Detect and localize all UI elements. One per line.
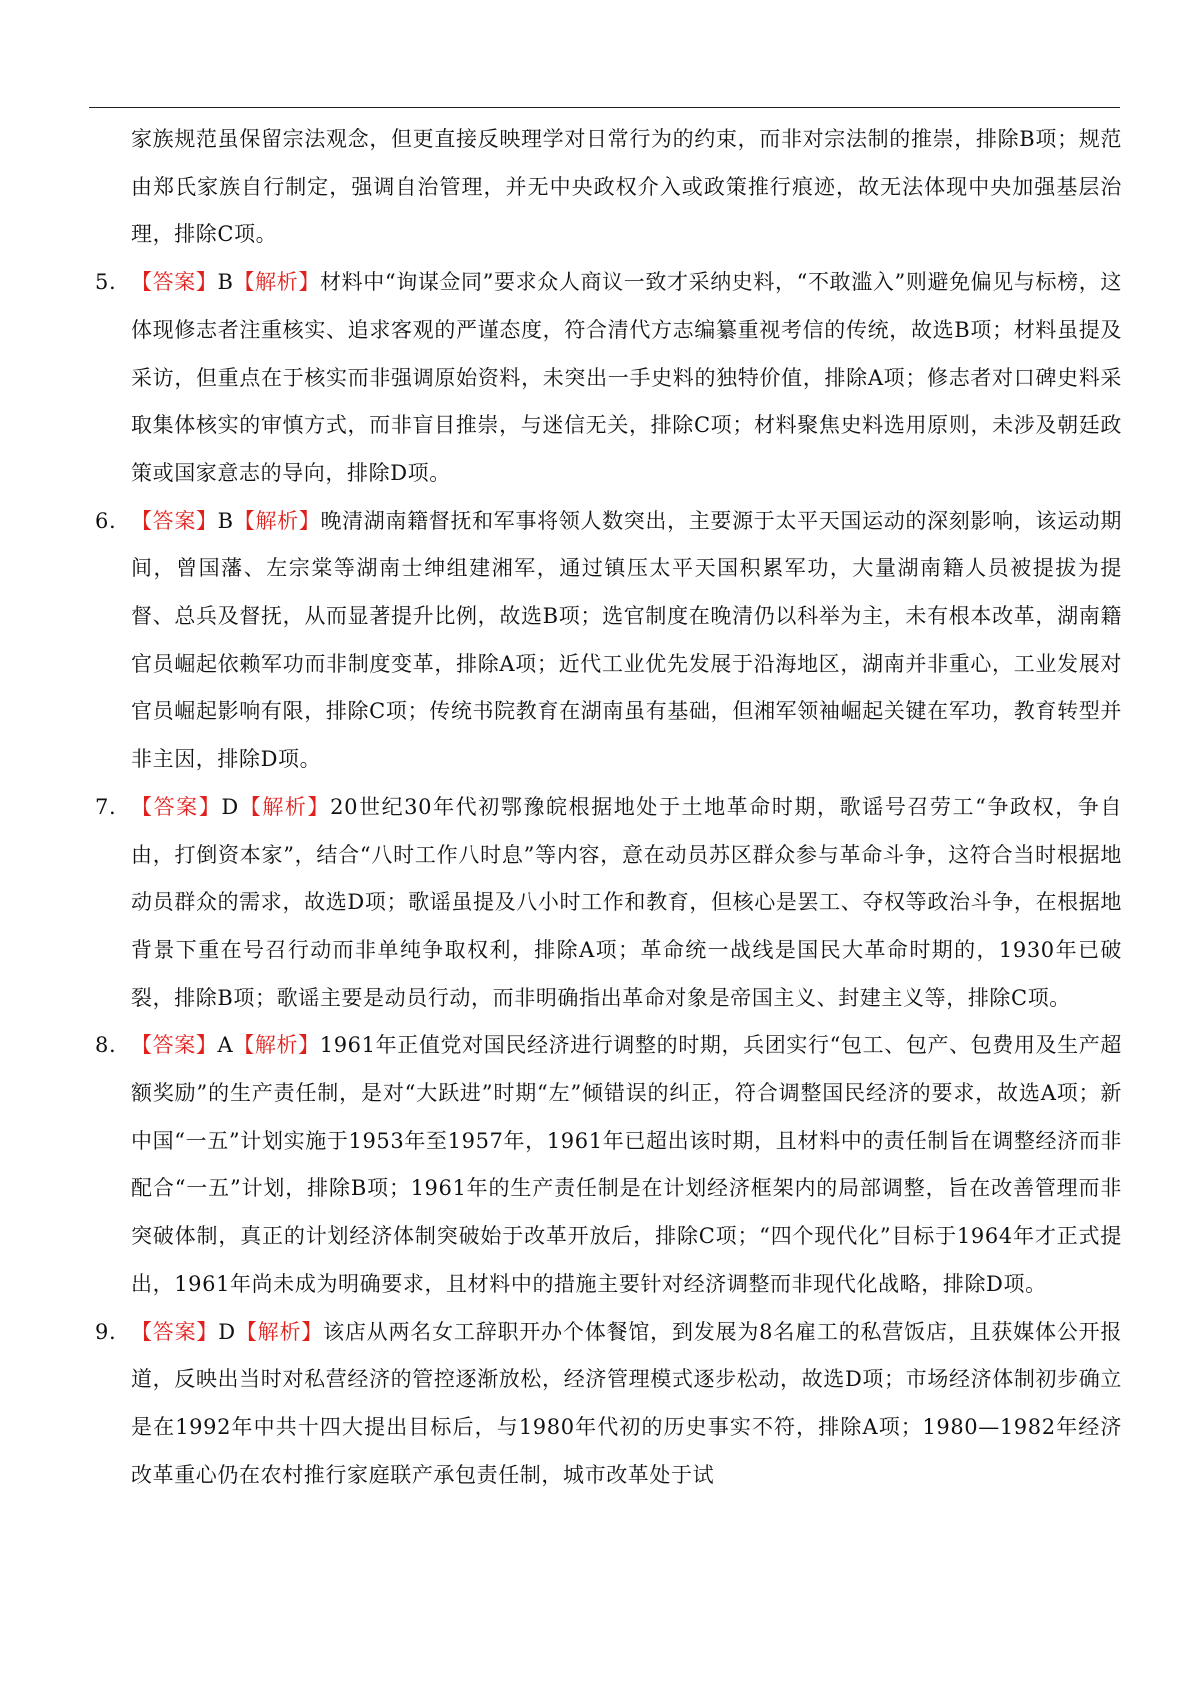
header-rule: [89, 107, 1120, 108]
analysis-text: 材料中“询谋佥同”要求众人商议一致才采纳史料，“不敢滥入”则避免偏见与标榜，这体现修志者注重核实、追求客观的严谨态度，符合清代方志编纂重视考信的传统，故选B项；材料虽提及采访，但重点在于核实而非强调原始资料，未突出一手史料的独特价值，排除A项；修志者对口碑史料采取集体核实的审慎方式，而非盲目推崇，与迷信无关，排除C项；材料聚焦史料选用原则，未涉及朝廷政策或国家意志的导向，排除D项。: [131, 270, 1122, 485]
answer-item-8: [95, 1022, 1122, 1308]
answer-choice: D: [221, 794, 239, 819]
answer-analysis-content: [95, 116, 1122, 1499]
analysis-text: 1961年正值党对国民经济进行调整的时期，兵团实行“包工、包产、包费用及生产超额奖励”的生产责任制，是对“大跃进”时期“左”倾错误的纠正，符合调整国民经济的要求，故选A项；新中国“一五”计划实施于1953年至1957年，1961年已超出该时期，且材料中的责任制旨在调整经济而非配合“一五”计划，排除B项；1961年的生产责任制是在计划经济框架内的局部调整，旨在改善管理而非突破体制，真正的计划经济体制突破始于改革开放后，排除C项；“四个现代化”目标于1964年才正式提出，1961年尚未成为明确要求，且材料中的措施主要针对经济调整而非现代化战略，排除D项。: [131, 1033, 1122, 1296]
continuation-paragraph: 家族规范虽保留宗法观念，但更直接反映理学对日常行为的约束，而非对宗法制的推崇，排除B项；规范由郑氏家族自行制定，强调自治管理，并无中央政权介入或政策推行痕迹，故无法体现中央加强基层治理，排除C项。: [131, 127, 1122, 247]
analysis-text: 20世纪30年代初鄂豫皖根据地处于土地革命时期，歌谣号召劳工“争政权，争自由，打倒资本家”，结合“八时工作八时息”等内容，意在动员苏区群众参与革命斗争，这符合当时根据地动员群众的需求，故选D项；歌谣虽提及八小时工作和教育，但核心是罢工、夺权等政治斗争，在根据地背景下重在号召行动而非单纯争取权利，排除A项；革命统一战线是国民大革命时期的，1930年已破裂，排除B项；歌谣主要是动员行动，而非明确指出革命对象是帝国主义、封建主义等，排除C项。: [131, 794, 1122, 1010]
analysis-label: 【解析】: [233, 270, 320, 295]
answer-choice: B: [217, 508, 234, 533]
answer-choice: D: [218, 1319, 236, 1344]
answer-label: 【答案】: [131, 1033, 218, 1058]
answer-choice: A: [217, 1033, 234, 1058]
answer-label: 【答案】: [131, 1319, 219, 1344]
answer-choice: B: [217, 270, 234, 295]
analysis-label: 【解析】: [235, 1319, 324, 1344]
answer-label: 【答案】: [131, 270, 218, 295]
item-number: 5.: [95, 270, 117, 295]
answer-label: 【答案】: [131, 508, 218, 533]
item-number: 7.: [95, 794, 117, 819]
item-number: 6.: [95, 508, 117, 533]
analysis-label: 【解析】: [233, 508, 321, 533]
analysis-label: 【解析】: [238, 794, 331, 819]
analysis-text: 该店从两名女工辞职开办个体餐馆，到发展为8名雇工的私营饭店，且获媒体公开报道，反映出当时对私营经济的管控逐渐放松，经济管理模式逐步松动，故选D项；市场经济体制初步确立是在1992年中共十四大提出目标后，与1980年代初的历史事实不符，排除A项；1980—1982年经济改革重心仍在农村推行家庭联产承包责任制，城市改革处于试: [131, 1319, 1122, 1487]
item-number: 8.: [95, 1033, 117, 1058]
answer-item-5: [95, 259, 1122, 498]
answer-label: 【答案】: [131, 794, 222, 819]
item-number: 9.: [95, 1319, 117, 1344]
analysis-text: 晚清湖南籍督抚和军事将领人数突出，主要源于太平天国运动的深刻影响，该运动期间，曾国藩、左宗棠等湖南士绅组建湘军，通过镇压太平天国积累军功，大量湖南籍人员被提拔为提督、总兵及督抚，从而显著提升比例，故选B项；选官制度在晚清仍以科举为主，未有根本改革，湖南籍官员崛起依赖军功而非制度变革，排除A项；近代工业优先发展于沿海地区，湖南并非重心，工业发展对官员崛起影响有限，排除C项；传统书院教育在湖南虽有基础，但湘军领袖崛起关键在军功，教育转型并非主因，排除D项。: [131, 508, 1122, 772]
answer-item-7: [95, 784, 1122, 1023]
answer-item-9: [95, 1309, 1122, 1500]
analysis-label: 【解析】: [233, 1033, 320, 1058]
answer-item-6: [95, 498, 1122, 784]
